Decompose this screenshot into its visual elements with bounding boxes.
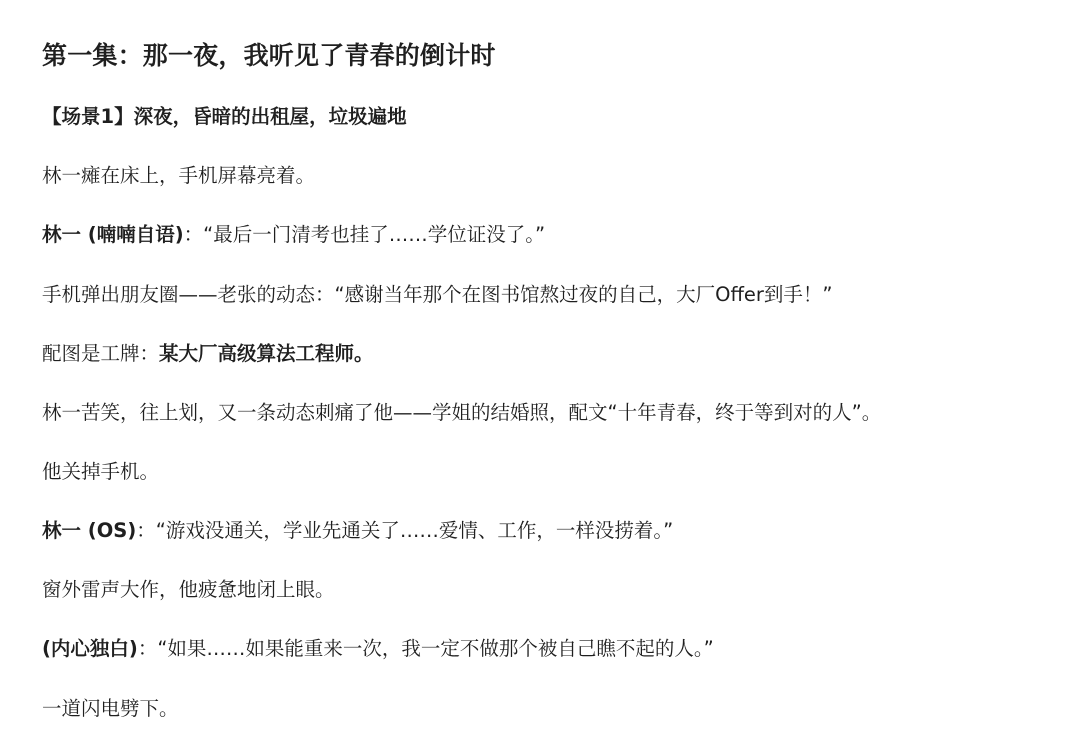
action-text: 林一苦笑，往上划，又一条动态刺痛了他——学姐的结婚照，配文“十年青春，终于等到对的人”。 — [42, 401, 882, 424]
action-line — [42, 280, 833, 310]
dialogue-line — [42, 516, 673, 546]
dialogue-line — [42, 634, 714, 664]
action-line — [42, 398, 881, 428]
action-line — [42, 694, 179, 724]
episode-title: 第一集：那一夜，我听见了青春的倒计时 — [42, 41, 496, 70]
action-line — [42, 575, 335, 605]
action-line — [42, 457, 159, 487]
dialogue-text: ：“游戏没通关，学业先通关了……爱情、工作，一样没捞着。” — [136, 519, 674, 542]
action-text: 手机弹出朋友圈——老张的动态：“感谢当年那个在图书馆熬过夜的自己，大厂Offer到手！” — [42, 283, 833, 306]
speaker-name: 林一 (喃喃自语) — [42, 223, 184, 246]
action-text: 窗外雷声大作，他疲惫地闭上眼。 — [42, 578, 335, 601]
speaker-name: (内心独白) — [42, 637, 138, 660]
emphasis-text: 某大厂高级算法工程师。 — [159, 342, 374, 365]
dialogue-text: ：“最后一门清考也挂了……学位证没了。” — [183, 223, 546, 246]
scene-heading: 【场景1】深夜，昏暗的出租屋，垃圾遍地 — [42, 105, 407, 128]
speaker-name: 林一 (OS) — [42, 519, 137, 542]
action-line — [42, 161, 315, 191]
action-line — [42, 339, 374, 369]
action-text: 一道闪电劈下。 — [42, 697, 179, 720]
action-text: 林一瘫在床上，手机屏幕亮着。 — [42, 164, 316, 187]
dialogue-line — [42, 220, 545, 250]
action-text: 他关掉手机。 — [42, 460, 160, 483]
action-text: 配图是工牌： — [42, 342, 160, 365]
dialogue-text: ：“如果……如果能重来一次，我一定不做那个被自己瞧不起的人。” — [137, 637, 714, 660]
